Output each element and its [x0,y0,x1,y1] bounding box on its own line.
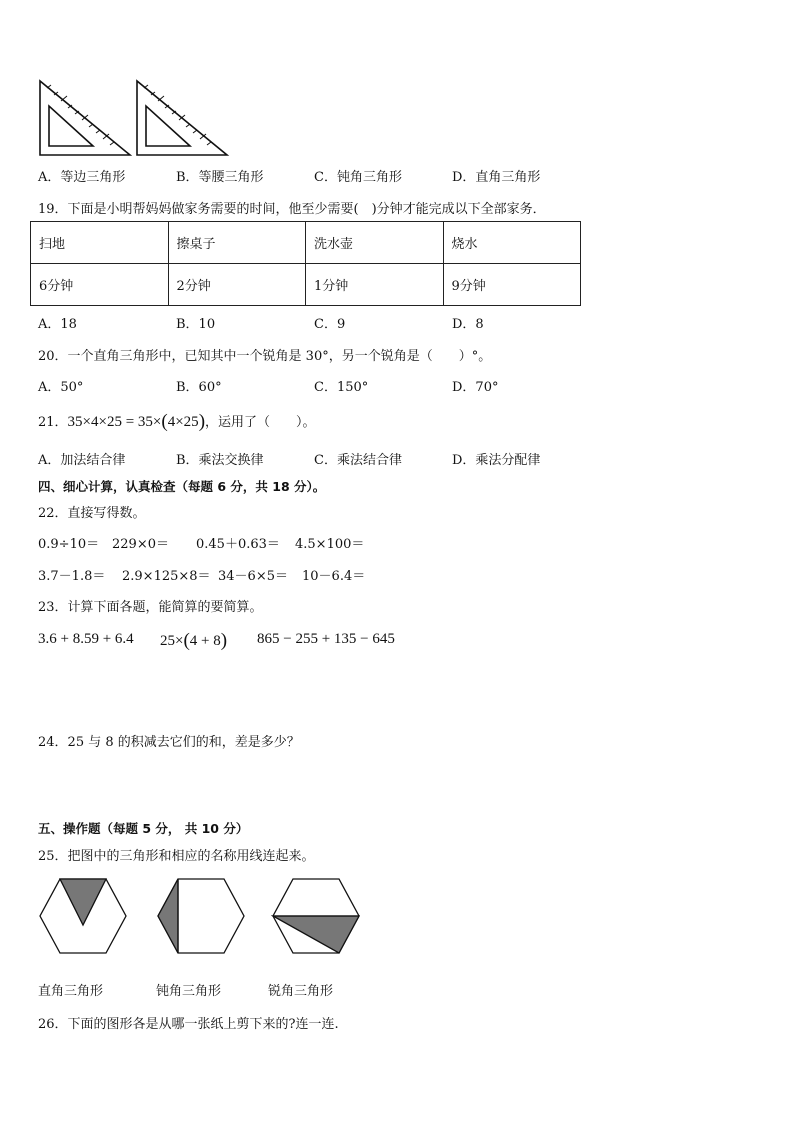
q22-item: 10－6.4＝ [302,569,366,584]
table-row [31,264,581,306]
hexagon-figure-2 [156,877,246,955]
q21-option-c[interactable]: C．乘法结合律 [314,453,402,468]
table-header-cell: 洗水壶 [306,222,444,264]
q19-option-b[interactable]: B．10 [176,317,216,332]
section-4-title: 四、细心计算，认真检查（每题 6 分，共 18 分）。 [38,479,326,494]
q19-option-a[interactable]: A．18 [38,317,77,332]
q21-option-d[interactable]: D．乘法分配律 [452,453,541,468]
table-row [31,222,581,264]
q23-text: 23．计算下面各题，能简算的要简算。 [38,600,263,615]
q20-option-a[interactable]: A．50° [38,380,84,395]
table-cell: 9分钟 [443,264,581,306]
q25-label-acute-triangle[interactable]: 锐角三角形 [268,984,334,999]
q25-label-right-triangle[interactable]: 直角三角形 [38,984,104,999]
q21-number: 21． [38,415,68,430]
table-cell: 1分钟 [306,264,444,306]
q18-option-d[interactable]: D．直角三角形 [452,170,541,185]
q23-expression-2: 25×(4 + 8) [160,630,228,651]
q22-item: 4.5×100＝ [295,537,365,552]
q26-text: 26．下面的图形各是从哪一张纸上剪下来的?连一连. [38,1017,339,1032]
chores-table [30,221,581,306]
q22-item: 2.9×125×8＝ [122,569,211,584]
set-square-figure-2 [134,78,230,158]
q22-item: 229×0＝ [112,537,169,552]
hexagon-figure-1 [38,877,128,955]
q21-suffix: ，运用了（ ）。 [205,415,316,430]
q18-option-a[interactable]: A．等边三角形 [38,170,126,185]
table-header-cell: 烧水 [443,222,581,264]
hexagon-figure-3 [271,877,361,955]
q20-option-d[interactable]: D．70° [452,380,499,395]
table-header-cell: 扫地 [31,222,169,264]
q18-option-c[interactable]: C．钝角三角形 [314,170,402,185]
q22-item: 3.7－1.8＝ [38,569,106,584]
q19-option-d[interactable]: D．8 [452,317,484,332]
q19-text: 19．下面是小明帮妈妈做家务需要的时间，他至少需要( )分钟才能完成以下全部家务． [38,202,546,217]
q18-option-b[interactable]: B．等腰三角形 [176,170,264,185]
q21-equation: 35×4×25 = 35×(4×25) [67,411,206,432]
q20-option-b[interactable]: B．60° [176,380,222,395]
q22-item: 0.45＋0.63＝ [196,537,280,552]
q23-expression-1: 3.6 + 8.59 + 6.4 [38,631,134,647]
q23-expression-3: 865 − 255 + 135 − 645 [257,631,395,647]
q21-option-a[interactable]: A．加法结合律 [38,453,126,468]
q25-label-obtuse-triangle[interactable]: 钝角三角形 [156,984,222,999]
section-5-title: 五、操作题（每题 5 分， 共 10 分） [38,821,249,836]
q22-item: 34－6×5＝ [218,569,288,584]
table-cell: 2分钟 [168,264,306,306]
q19-option-c[interactable]: C．9 [314,317,346,332]
table-cell: 6分钟 [31,264,169,306]
q20-option-c[interactable]: C．150° [314,380,369,395]
table-header-cell: 擦桌子 [168,222,306,264]
q24-text: 24．25 与 8 的积减去它们的和，差是多少？ [38,735,300,750]
q22-item: 0.9÷10＝ [38,537,100,552]
q22-text: 22．直接写得数。 [38,506,146,521]
q25-text: 25．把图中的三角形和相应的名称用线连起来。 [38,849,315,864]
set-square-figure-1 [37,78,133,158]
q20-text: 20．一个直角三角形中，已知其中一个锐角是 30°，另一个锐角是（ ）°。 [38,349,492,364]
q21-option-b[interactable]: B．乘法交换律 [176,453,264,468]
q21-text [38,410,316,432]
